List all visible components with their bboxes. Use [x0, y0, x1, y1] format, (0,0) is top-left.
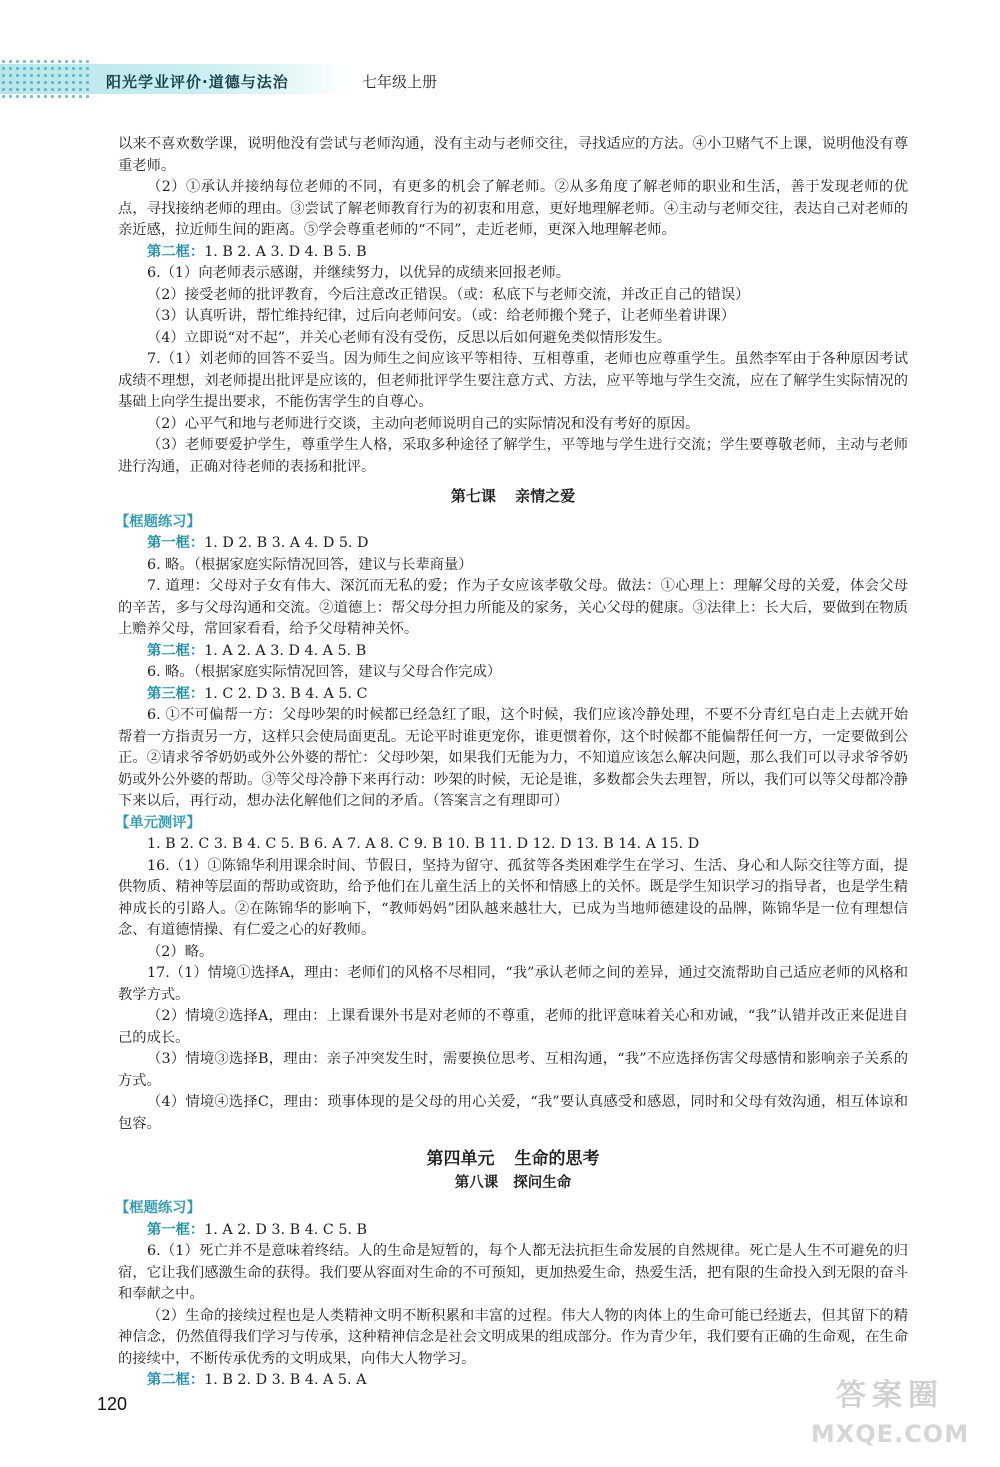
paragraph: 6. 略。（根据家庭实际情况回答，建议与父母合作完成） — [147, 664, 502, 680]
section-heading: 【框题练习】 — [115, 513, 201, 530]
paragraph: 7.（1）刘老师的回答不妥当。因为师生之间应该平等相待、互相尊重，老师也应尊重学生。虽然李军由于各种原因考试成绩不理想，刘老师提出批评是应该的，但老师批评学生要注意方式、方法，应平等地与学生交流，应在了解学生实际情况的基础上向学生提出要求，不能伤害学生的自尊心。 — [118, 351, 908, 410]
paragraph: （3）认真听讲，帮忙维持纪律，过后向老师问安。（或：给老师搬个凳子，让老师坐着讲课） — [147, 308, 736, 324]
answer-key: 1. C 2. D 3. B 4. A 5. C — [204, 685, 368, 702]
book-title: 阳光学业评价·道德与法治 — [106, 73, 289, 91]
page-number: 120 — [97, 1394, 128, 1414]
paragraph: （2）略。 — [147, 943, 214, 960]
paragraph: （3）老师要爱护学生，尊重学生人格，采取多种途径了解学生，平等地与学生进行交流；学生要尊敬老师，主动与老师进行沟通，正确对待老师的表扬和批评。 — [118, 437, 908, 475]
answer-key: 1. B 2. D 3. B 4. A 5. A — [204, 1372, 367, 1388]
watermark-url: MXQE.COM — [810, 1420, 970, 1448]
answer-key: 1. B 2. C 3. B 4. C 5. B 6. A 7. A 8. C 9. B 10. B 11. D 12. D 13. B 14. A 15. D — [147, 836, 700, 852]
paragraph: （2）心平气和地与老师进行交谈，主动向老师说明自己的实际情况和没有考好的原因。 — [147, 415, 700, 432]
answer-key: 1. D 2. B 3. A 4. D 5. D — [204, 535, 369, 551]
section-label: 第一框： — [147, 1221, 205, 1238]
section-heading: 【单元测评】 — [115, 814, 201, 831]
paragraph: （2）情境②选择A，理由：上课看课外书是对老师的不尊重，老师的批评意味着关心和劝诫，“我”认错并改正来促进自己的成长。 — [118, 1008, 908, 1046]
section-label: 第二框： — [147, 1372, 205, 1388]
answer-row — [118, 641, 908, 663]
paragraph: 6.（1）向老师表示感谢，并继续努力，以优异的成绩来回报老师。 — [147, 265, 571, 281]
answer-row — [118, 1220, 908, 1242]
paragraph: 17.（1）情境①选择A，理由：老师们的风格不尽相同，“我”承认老师之间的差异，通过交流帮助自己适应老师的风格和教学方式。 — [118, 965, 908, 1003]
answer-key: 1. A 2. A 3. D 4. A 5. B — [204, 642, 367, 659]
paragraph: 以来不喜欢数学课，说明他没有尝试与老师沟通，没有主动与老师交往，寻找适应的方法。④小卫赌气不上课，说明他没有尊重老师。 — [118, 136, 908, 174]
lesson-heading: 第七课 亲情之爱 — [450, 487, 576, 505]
paragraph: （2）生命的接续过程也是人类精神文明不断积累和丰富的过程。伟大人物的肉体上的生命可能已经逝去，但其留下的精神信念，仍然值得我们学习与传承，这种精神信念是社会文明成果的组成部分。作为青少年，我们要有正确的生命观，在生命的接续中，不断传承优秀的文明成果，向伟大人物学习。 — [118, 1307, 908, 1367]
section-label: 第一框： — [147, 535, 205, 551]
paragraph: （4）立即说“对不起”，并关心老师有没有受伤，反思以后如何避免类似情形发生。 — [147, 329, 672, 346]
book-grade: 七年级上册 — [362, 73, 438, 91]
paragraph: 7. 道理：父母对子女有伟大、深沉而无私的爱；作为子女应该孝敬父母。做法：①心理上：理解父母的关爱，体会父母的辛苦，多与父母沟通和交流。②道德上：帮父母分担力所能及的家务，关心父母的健康。③法律上：长大后，要做到在物质上赡养父母，常回家看看，给予父母精神关怀。 — [118, 578, 908, 637]
watermark — [790, 1370, 990, 1460]
answer-content — [115, 134, 908, 1392]
answer-row — [118, 684, 908, 706]
paragraph: 16.（1）①陈锦华利用课余时间、节假日，坚持为留守、孤贫等各类困难学生在学习、生活、身心和人际交往等方面，提供物质、精神等层面的帮助或资助，给予他们在儿童生活上的关怀和情感上的关怀。既是学生知识学习的指导者，也是学生精神成长的引路人。②在陈锦华的影响下，“教师妈妈”团队越来越壮大，已成为当地师德建设的品牌，陈锦华是一位有理想信念、有道德情操、有仁爱之心的好教师。 — [118, 857, 908, 938]
section-label: 第二框： — [147, 642, 205, 659]
section-label: 第三框： — [147, 685, 205, 702]
section-label: 第二框： — [147, 243, 205, 260]
paragraph: （3）情境③选择B，理由：亲子冲突发生时，需要换位思考、互相沟通，“我”不应选择伤害父母感情和影响亲子关系的方式。 — [118, 1051, 908, 1089]
paragraph: （2）接受老师的批评教育，今后注意改正错误。（或：私底下与老师交流，并改正自己的错误） — [147, 286, 750, 303]
answer-row — [118, 242, 908, 264]
lesson-heading: 第八课 探问生命 — [454, 1174, 572, 1191]
paragraph: 6.（1）死亡并不是意味着终结。人的生命是短暂的，每个人都无法抗拒生命发展的自然规律。死亡是人生不可避免的归宿，它让我们感激生命的获得。我们要从容面对生命的不可预知，更加热爱生命，热爱生活，把有限的生命投入到无限的奋斗和奉献之中。 — [118, 1243, 908, 1302]
paragraph: （2）①承认并接纳每位老师的不同，有更多的机会了解老师。②从多角度了解老师的职业和生活，善于发现老师的优点，寻找接纳老师的理由。③尝试了解老师教育行为的初衷和用意，更好地理解老师。④主动与老师交往，表达自己对老师的亲近感，拉近师生间的距离。⑤学会尊重老师的“不同”，走近老师，更深入地理解老师。 — [118, 179, 908, 238]
answer-row — [118, 533, 908, 555]
page-header — [0, 58, 560, 100]
unit-heading: 第四单元 生命的思考 — [426, 1149, 600, 1169]
answer-key: 1. B 2. A 3. D 4. B 5. B — [204, 243, 367, 260]
header-dot-pattern — [0, 58, 90, 100]
paragraph: 6. ①不可偏帮一方：父母吵架的时候都已经急红了眼，这个时候，我们应该冷静处理，不要不分青红皂白走上去就开始帮着一方指责另一方，这样只会使局面更乱。无论平时谁更宠你，谁更惯着你，这个时候都不能偏帮任何一方，一定要做到公正。②请求爷爷奶奶或外公外婆的帮忙：父母吵架，如果我们无能为力，不知道应该怎么解决问题，那么我们可以寻求爷爷奶奶或外公外婆的帮助。③等父母冷静下来再行动：吵架的时候，无论是谁，多数都会失去理智，所以，我们可以等父母都冷静下来以后，再行动，想办法化解他们之间的矛盾。（答案言之有理即可） — [118, 707, 908, 809]
paragraph: （4）情境④选择C，理由：琐事体现的是父母的用心关爱，“我”要认真感受和感恩，同时和父母有效沟通，相互体谅和包容。 — [118, 1094, 908, 1132]
paragraph: 6. 略。（根据家庭实际情况回答，建议与长辈商量） — [147, 556, 473, 573]
answer-key: 1. A 2. D 3. B 4. C 5. B — [204, 1221, 368, 1238]
watermark-brand: 答案圈 — [836, 1378, 944, 1413]
section-heading: 【框题练习】 — [115, 1200, 201, 1216]
